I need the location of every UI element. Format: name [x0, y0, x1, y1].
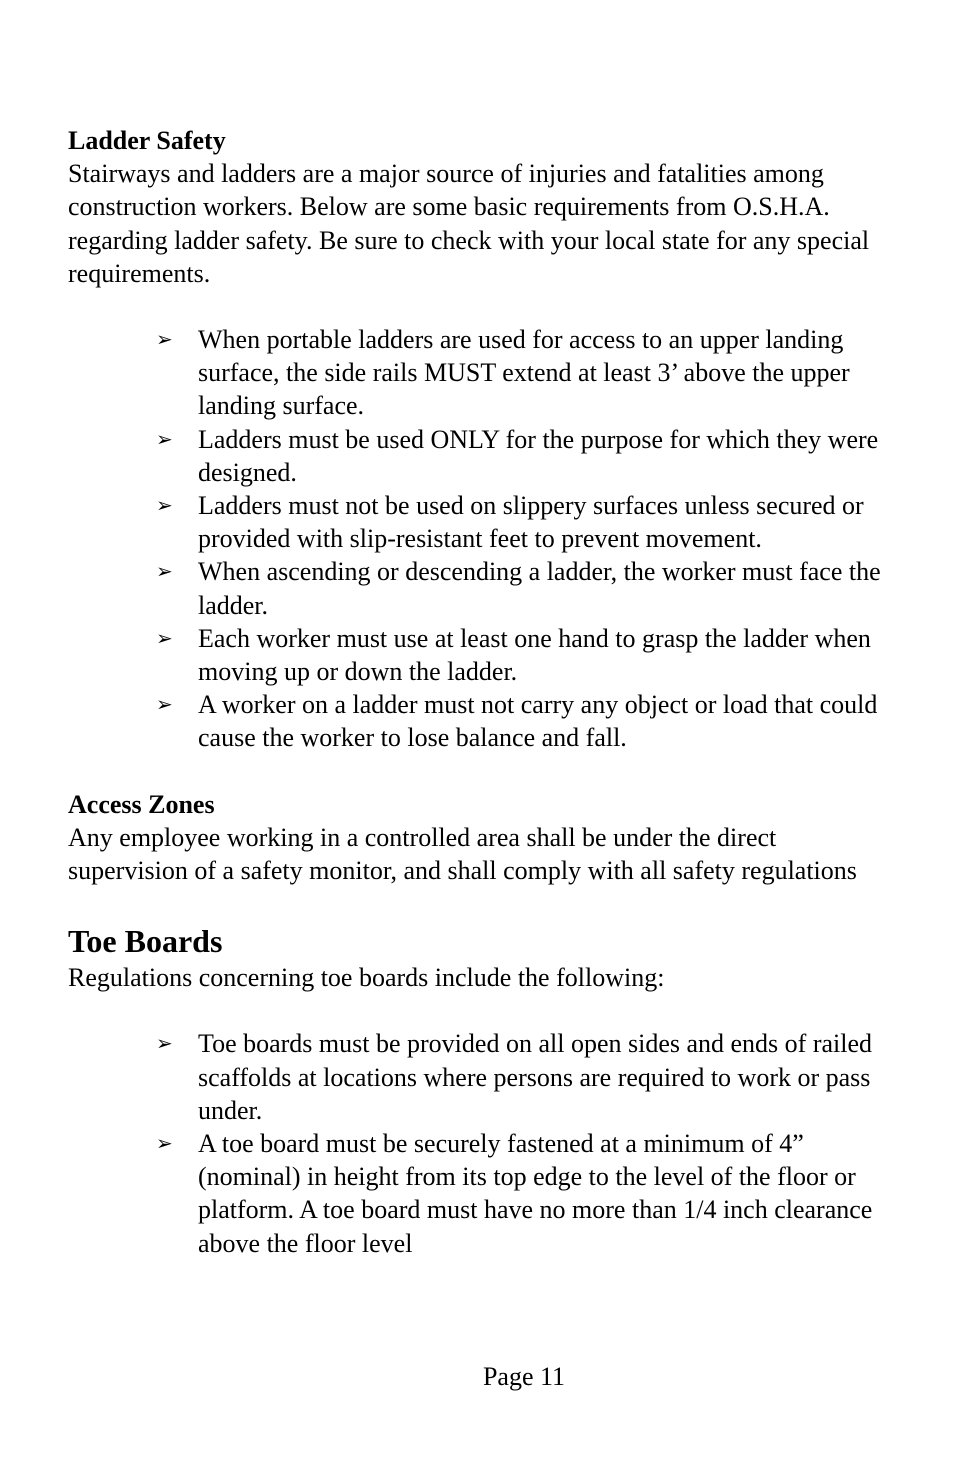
- ladder-safety-intro: Stairways and ladders are a major source of injuries and fatalities among construction workers. Below are some basic requirements from O.S.H.A. regarding ladder safety. Be sure to check with your local state for any special requirements.: [68, 159, 870, 288]
- list-item-text: Ladders must not be used on slippery surfaces unless secured or provided with slip-resistant feet to prevent movement.: [198, 491, 864, 554]
- arrow-bullet-icon: ➢: [156, 1131, 173, 1156]
- list-item-text: When ascending or descending a ladder, the worker must face the ladder.: [198, 557, 881, 620]
- access-zones-heading: Access Zones: [68, 789, 215, 819]
- list-item: [68, 1127, 898, 1260]
- list-item: [68, 622, 898, 688]
- spacer: [68, 887, 898, 921]
- toe-boards-list: [68, 1027, 898, 1259]
- list-item-text: A worker on a ladder must not carry any object or load that could cause the worker to lose balance and fall.: [198, 690, 878, 753]
- list-item-text: Ladders must be used ONLY for the purpose for which they were designed.: [198, 424, 879, 487]
- arrow-bullet-icon: ➢: [156, 493, 173, 518]
- spacer: [68, 994, 898, 1027]
- list-item: [68, 323, 898, 423]
- page-number: Page 11: [482, 1362, 566, 1391]
- ladder-safety-list: [68, 323, 898, 755]
- toe-boards-intro: Regulations concerning toe boards include the following:: [68, 963, 665, 993]
- list-item-text: Toe boards must be provided on all open sides and ends of railed scaffolds at locations where persons are required to work or pass under.: [198, 1029, 873, 1125]
- document-page: [68, 124, 898, 1260]
- list-item: [68, 423, 898, 489]
- list-item-text: When portable ladders are used for access to an upper landing surface, the side rails MUST extend at least 3’ above the upper landing surface.: [198, 325, 850, 421]
- arrow-bullet-icon: ➢: [156, 692, 173, 717]
- arrow-bullet-icon: ➢: [156, 426, 173, 451]
- arrow-bullet-icon: ➢: [156, 1031, 173, 1056]
- list-item-text: Each worker must use at least one hand to grasp the ladder when moving up or down the ladder.: [198, 623, 871, 687]
- list-item: [68, 489, 898, 555]
- list-item-text: A toe board must be securely fastened at a minimum of 4” (nominal) in height from its top edge to the level of the floor or platform. A toe board must have no more than 1/4 inch clearance above the floor level: [198, 1129, 873, 1258]
- list-item: [68, 1027, 898, 1127]
- arrow-bullet-icon: ➢: [156, 327, 173, 352]
- access-zones-body: Any employee working in a controlled area shall be under the direct supervision of a safety monitor, and shall comply with all safety regulations: [68, 822, 857, 886]
- list-item: [68, 555, 898, 621]
- ladder-safety-heading: Ladder Safety: [68, 126, 226, 155]
- spacer: [68, 290, 898, 323]
- list-item: [68, 688, 898, 754]
- spacer: [68, 755, 898, 788]
- toe-boards-heading: Toe Boards: [68, 923, 223, 960]
- arrow-bullet-icon: ➢: [156, 625, 173, 650]
- arrow-bullet-icon: ➢: [156, 559, 173, 584]
